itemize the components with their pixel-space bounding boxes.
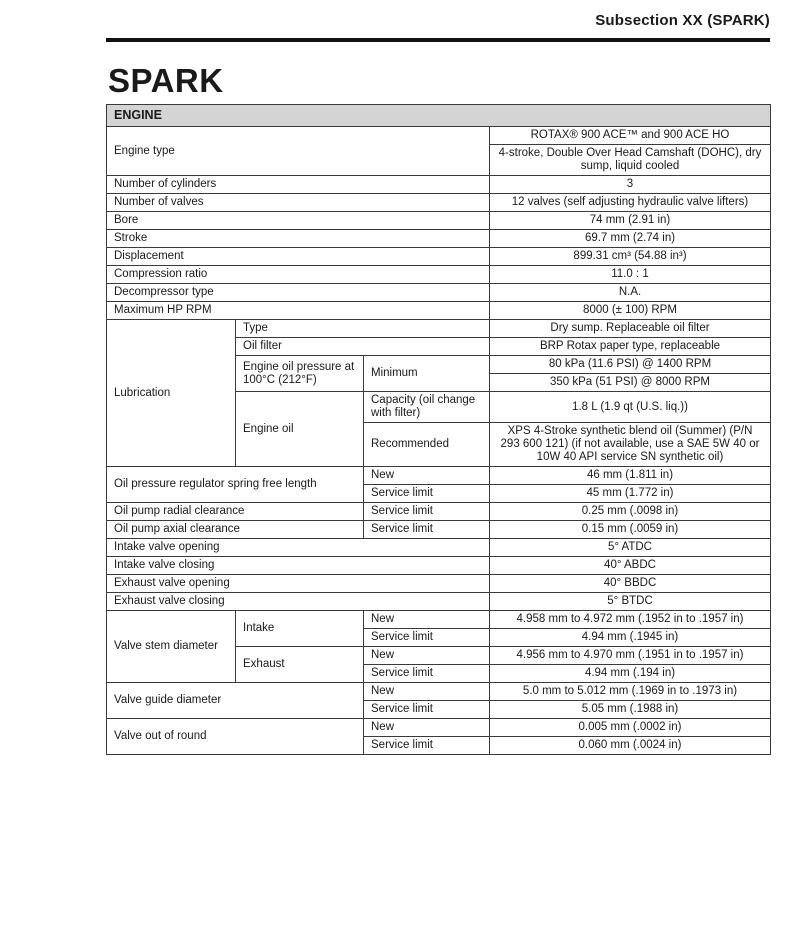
row-label: Bore: [107, 212, 490, 230]
service-limit-label: Service limit: [364, 665, 490, 683]
row-label: Oil pump axial clearance: [107, 521, 364, 539]
row-label: Stroke: [107, 230, 490, 248]
row-value: 40° BBDC: [490, 575, 771, 593]
row-label: Valve out of round: [107, 719, 364, 755]
table-row: [107, 467, 771, 485]
row-value: 4.94 mm (.194 in): [490, 665, 771, 683]
row-label: Exhaust valve closing: [107, 593, 490, 611]
table-row: [107, 302, 771, 320]
row-value: 8000 (± 100) RPM: [490, 302, 771, 320]
row-value: 5.0 mm to 5.012 mm (.1969 in to .1973 in): [490, 683, 771, 701]
exhaust-label: Exhaust: [236, 647, 364, 683]
table-row: [107, 194, 771, 212]
service-limit-label: Service limit: [364, 737, 490, 755]
row-value: 4.94 mm (.1945 in): [490, 629, 771, 647]
row-value: 0.060 mm (.0024 in): [490, 737, 771, 755]
row-value: 74 mm (2.91 in): [490, 212, 771, 230]
row-value: BRP Rotax paper type, replaceable: [490, 338, 771, 356]
row-label: Number of valves: [107, 194, 490, 212]
table-row: [107, 248, 771, 266]
service-limit-label: Service limit: [364, 503, 490, 521]
row-value: N.A.: [490, 284, 771, 302]
table-row: [107, 557, 771, 575]
row-label: Decompressor type: [107, 284, 490, 302]
row-value: 69.7 mm (2.74 in): [490, 230, 771, 248]
page-title: SPARK: [108, 62, 224, 99]
row-value: 4.958 mm to 4.972 mm (.1952 in to .1957 in): [490, 611, 771, 629]
row-label: Oil filter: [236, 338, 490, 356]
row-value: XPS 4-Stroke synthetic blend oil (Summer) (P/N 293 600 121) (if not available, use a SAE 5W 40 or 10W 40 API service SN synthetic oil): [490, 423, 771, 467]
row-value: Dry sump. Replaceable oil filter: [490, 320, 771, 338]
row-value: 4.956 mm to 4.970 mm (.1951 in to .1957 in): [490, 647, 771, 665]
minimum-label: Minimum: [364, 356, 490, 392]
service-limit-label: Service limit: [364, 485, 490, 503]
oil-pressure-label: Engine oil pressure at 100°C (212°F): [236, 356, 364, 392]
table-row: [107, 266, 771, 284]
row-value: 12 valves (self adjusting hydraulic valve lifters): [490, 194, 771, 212]
row-label: Maximum HP RPM: [107, 302, 490, 320]
row-value: 40° ABDC: [490, 557, 771, 575]
row-value: 3: [490, 176, 771, 194]
new-label: New: [364, 467, 490, 485]
table-row: [107, 611, 771, 629]
row-label: Exhaust valve opening: [107, 575, 490, 593]
row-value: 80 kPa (11.6 PSI) @ 1400 RPM: [490, 356, 771, 374]
table-row: [107, 575, 771, 593]
row-value: 5° ATDC: [490, 539, 771, 557]
lubrication-label: Lubrication: [107, 320, 236, 467]
header-rule: [106, 38, 770, 42]
new-label: New: [364, 683, 490, 701]
service-limit-label: Service limit: [364, 701, 490, 719]
table-row: [107, 719, 771, 737]
row-label: Displacement: [107, 248, 490, 266]
row-value: 0.15 mm (.0059 in): [490, 521, 771, 539]
row-value: 5° BTDC: [490, 593, 771, 611]
table-row: [107, 539, 771, 557]
table-row: [107, 683, 771, 701]
row-label: Compression ratio: [107, 266, 490, 284]
engine-type-description: 4-stroke, Double Over Head Camshaft (DOHC), dry sump, liquid cooled: [490, 145, 771, 176]
row-value: 11.0 : 1: [490, 266, 771, 284]
row-value: 1.8 L (1.9 qt (U.S. liq.)): [490, 392, 771, 423]
new-label: New: [364, 647, 490, 665]
recommended-label: Recommended: [364, 423, 490, 467]
service-limit-label: Service limit: [364, 521, 490, 539]
table-row: [107, 127, 771, 145]
row-label: Oil pressure regulator spring free length: [107, 467, 364, 503]
table-row: [107, 320, 771, 338]
row-value: 46 mm (1.811 in): [490, 467, 771, 485]
engine-type-label: Engine type: [107, 127, 490, 176]
engine-type-value: ROTAX® 900 ACE™ and 900 ACE HO: [490, 127, 771, 145]
section-heading: ENGINE: [107, 105, 771, 127]
table-row: [107, 176, 771, 194]
row-label: Number of cylinders: [107, 176, 490, 194]
engine-spec-table: [106, 104, 771, 755]
table-row: [107, 212, 771, 230]
capacity-label: Capacity (oil change with filter): [364, 392, 490, 423]
row-value: 899.31 cm³ (54.88 in³): [490, 248, 771, 266]
subsection-header: Subsection XX (SPARK): [595, 12, 770, 29]
row-value: 0.005 mm (.0002 in): [490, 719, 771, 737]
new-label: New: [364, 719, 490, 737]
row-label: Intake valve opening: [107, 539, 490, 557]
row-label: Oil pump radial clearance: [107, 503, 364, 521]
intake-label: Intake: [236, 611, 364, 647]
new-label: New: [364, 611, 490, 629]
row-value: 45 mm (1.772 in): [490, 485, 771, 503]
table-row: [107, 230, 771, 248]
table-row: [107, 593, 771, 611]
table-row: [107, 521, 771, 539]
engine-oil-label: Engine oil: [236, 392, 364, 467]
row-label: Type: [236, 320, 490, 338]
table-row: [107, 503, 771, 521]
row-value: 5.05 mm (.1988 in): [490, 701, 771, 719]
row-label: Valve guide diameter: [107, 683, 364, 719]
valve-stem-label: Valve stem diameter: [107, 611, 236, 683]
row-label: Intake valve closing: [107, 557, 490, 575]
service-limit-label: Service limit: [364, 629, 490, 647]
table-row: [107, 284, 771, 302]
row-value: 350 kPa (51 PSI) @ 8000 RPM: [490, 374, 771, 392]
row-value: 0.25 mm (.0098 in): [490, 503, 771, 521]
